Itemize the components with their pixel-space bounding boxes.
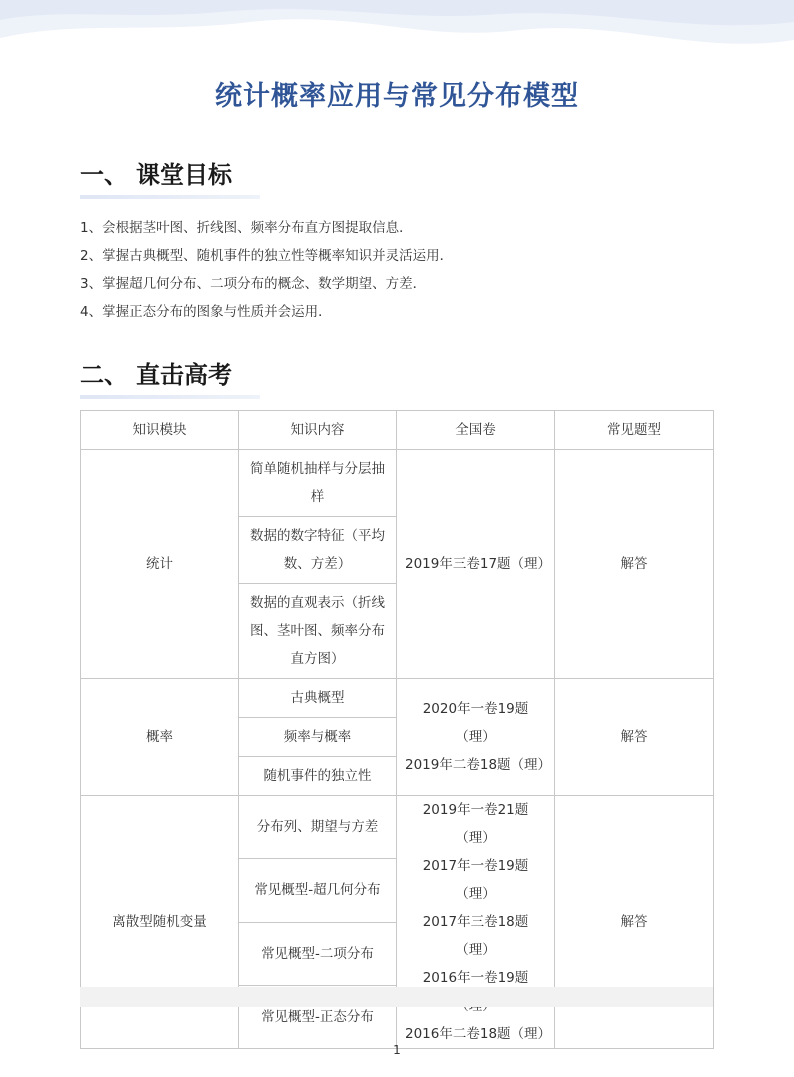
knowledge-table — [80, 410, 714, 1049]
footer-band — [80, 987, 713, 1007]
content-cell: 常见概型-二项分布 — [239, 922, 397, 985]
table-row — [81, 796, 714, 859]
module-cell: 离散型随机变量 — [81, 796, 239, 1049]
content-cell: 数据的数字特征（平均 数、方差） — [239, 517, 397, 584]
goal-item: 1、会根据茎叶图、折线图、频率分布直方图提取信息． — [80, 220, 413, 236]
module-cell: 统计 — [81, 450, 239, 679]
content-cell: 随机事件的独立性 — [239, 757, 397, 796]
heading-underline — [80, 195, 260, 199]
content-cell: 分布列、期望与方差 — [239, 796, 397, 859]
section-label: 直击高考 — [136, 361, 232, 389]
table-header-row — [81, 411, 714, 450]
header-cell: 知识内容 — [239, 411, 397, 450]
heading-underline — [80, 395, 260, 399]
question-type-cell: 解答 — [555, 450, 714, 679]
question-type-cell: 解答 — [555, 796, 714, 1049]
content-cell: 常见概型-超几何分布 — [239, 859, 397, 922]
document-title: 统计概率应用与常见分布模型 — [215, 81, 579, 112]
question-type-cell: 解答 — [555, 679, 714, 796]
section-number: 一、 — [80, 161, 128, 189]
header-cell: 常见题型 — [555, 411, 714, 450]
goal-item: 3、掌握超几何分布、二项分布的概念、数学期望、方差． — [80, 276, 427, 292]
table-row — [81, 450, 714, 517]
page-number: 1 — [393, 1043, 401, 1057]
section-heading-exams — [80, 355, 232, 390]
exam-cell: 2019年一卷21题（理） 2017年一卷19题（理） 2017年三卷18题（理） 2016年一卷19题 2016年二卷18题（理） — [397, 796, 555, 1049]
header-cell: 全国卷 — [397, 411, 555, 450]
header-wave-decoration — [0, 0, 794, 60]
section-label: 课堂目标 — [136, 161, 232, 189]
header-cell: 知识模块 — [81, 411, 239, 450]
goal-item: 4、掌握正态分布的图象与性质并会运用． — [80, 304, 332, 320]
module-cell: 概率 — [81, 679, 239, 796]
content-cell: 常见概型-正态分布 — [239, 985, 397, 1048]
content-cell: 古典概型 — [239, 679, 397, 718]
exam-cell: 2020年一卷19题（理） 2019年二卷18题（理） — [397, 679, 555, 796]
content-cell: 简单随机抽样与分层抽 样 — [239, 450, 397, 517]
table-row — [81, 679, 714, 718]
section-number: 二、 — [80, 361, 128, 389]
section-heading-goals — [80, 155, 232, 190]
goal-item: 2、掌握古典概型、随机事件的独立性等概率知识并灵活运用． — [80, 248, 454, 264]
content-cell: 频率与概率 — [239, 718, 397, 757]
content-cell: 数据的直观表示（折线 图、茎叶图、频率分布 直方图） — [239, 584, 397, 679]
exam-cell: 2019年三卷17题（理） — [397, 450, 555, 679]
